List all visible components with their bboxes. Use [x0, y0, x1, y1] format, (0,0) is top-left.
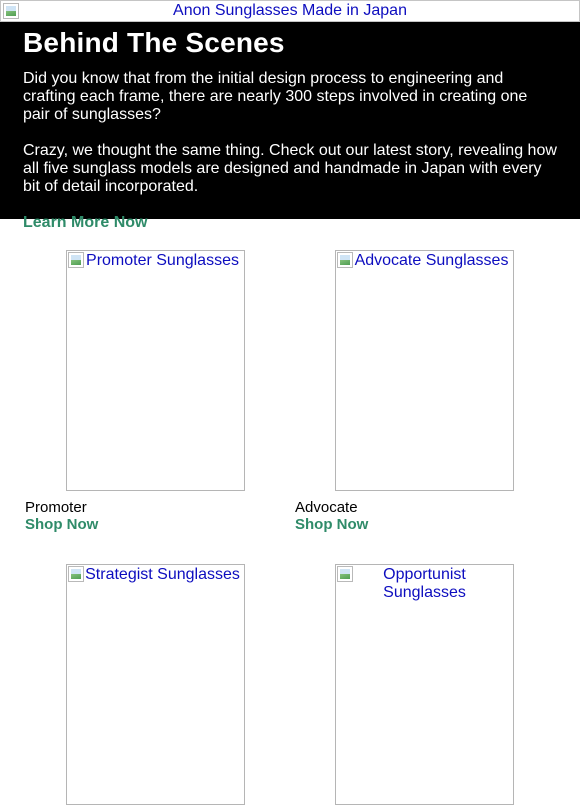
behind-the-scenes-section [0, 22, 580, 231]
product-image-alt: Strategist Sunglasses [85, 566, 240, 583]
product-grid [0, 219, 580, 774]
hero-paragraph-2: Crazy, we thought the same thing. Check out our latest story, revealing how all five sunglass models are designed and handmade in Japan with every bit of detail incorporated. [23, 142, 557, 195]
product-image-alt: Opportunist Sunglasses [383, 566, 466, 601]
product-image-opportunist[interactable] [335, 564, 514, 805]
shop-now-link-promoter[interactable]: Shop Now [25, 516, 99, 533]
product-name: Promoter [25, 499, 87, 516]
product-image-advocate[interactable] [335, 250, 514, 491]
broken-image-icon [337, 566, 353, 582]
broken-image-icon [337, 252, 353, 268]
product-card-opportunist [295, 564, 555, 774]
product-card-advocate [295, 250, 555, 540]
hero-paragraph-1: Did you know that from the initial design process to engineering and crafting each frame, there are nearly 300 steps involved in creating one pair of sunglasses? [23, 70, 528, 123]
product-card-promoter [25, 250, 285, 540]
shop-now-link-advocate[interactable]: Shop Now [295, 516, 369, 533]
product-image-strategist[interactable] [66, 564, 245, 805]
product-image-alt: Promoter Sunglasses [86, 252, 239, 269]
broken-image-icon [68, 252, 84, 268]
top-banner[interactable] [0, 0, 580, 22]
broken-image-icon [68, 566, 84, 582]
hero-title: Behind The Scenes [23, 27, 285, 58]
learn-more-link[interactable]: Learn More Now [23, 214, 148, 231]
product-name: Advocate [295, 499, 358, 516]
broken-image-icon [3, 3, 19, 19]
product-card-strategist [25, 564, 285, 774]
product-image-alt: Advocate Sunglasses [354, 252, 509, 269]
product-image-promoter[interactable] [66, 250, 245, 491]
banner-image-link[interactable]: Anon Sunglasses Made in Japan [173, 2, 407, 19]
